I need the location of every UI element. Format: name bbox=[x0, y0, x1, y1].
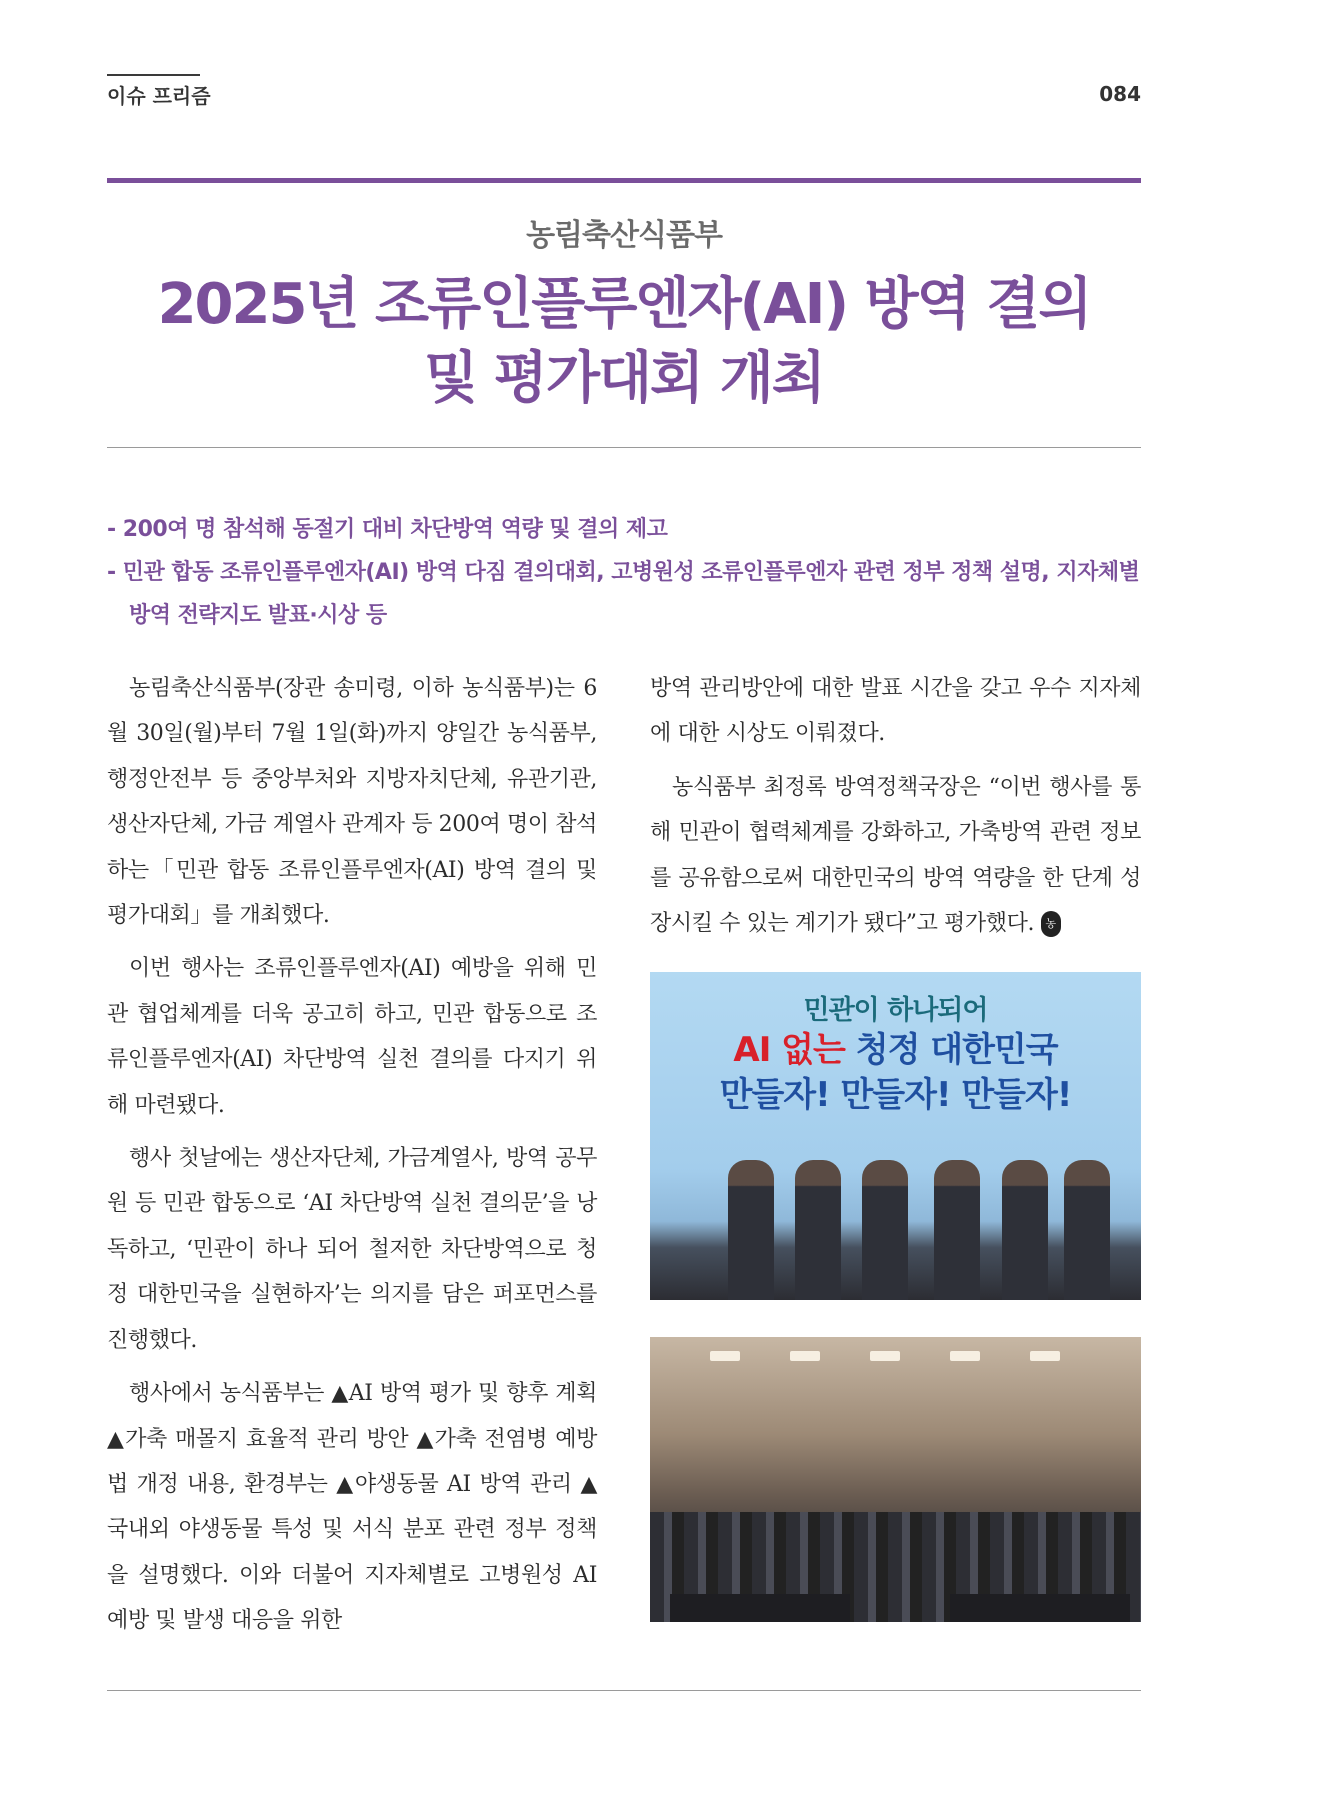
ceiling-light bbox=[870, 1351, 900, 1361]
body-paragraph: 이번 행사는 조류인플루엔자(AI) 예방을 위해 민관 협업체계를 더욱 공고히 하고, 민관 합동으로 조류인플루엔자(AI) 차단방역 실천 결의를 다지기 위해 마련됐다. bbox=[107, 956, 597, 1118]
summary-item: - 민관 합동 조류인플루엔자(AI) 방역 다짐 결의대회, 고병원성 조류인플루엔자 관련 정부 정책 설명, 지자체별 방역 전략지도 발표·시상 등 bbox=[107, 560, 1140, 628]
ceiling-light bbox=[710, 1351, 740, 1361]
ceiling-light bbox=[1030, 1351, 1060, 1361]
body-paragraph: 방역 관리방안에 대한 발표 시간을 갖고 우수 지자체에 대한 시상도 이뤄졌다. bbox=[650, 676, 1141, 747]
body-paragraph-text: 농식품부 최정록 방역정책국장은 “이번 행사를 통해 민관이 협력체계를 강화하고, 가축방역 관련 정보를 공유함으로써 대한민국의 방역 역량을 한 단계 성장시킬 수 있는 계기가 됐다”고 평가했다. bbox=[650, 774, 1141, 937]
person-figure bbox=[862, 1160, 908, 1300]
title-bottom-rule bbox=[107, 447, 1141, 448]
article-title-line1: 2025년 조류인플루엔자(AI) 방역 결의 bbox=[157, 272, 1091, 337]
banner-line2 bbox=[650, 1022, 1141, 1071]
section-label: 이슈 프리즘 bbox=[107, 84, 211, 108]
ceiling-light bbox=[950, 1351, 980, 1361]
bottom-rule bbox=[107, 1690, 1141, 1691]
ceiling-light bbox=[790, 1351, 820, 1361]
event-photo-hall bbox=[650, 1337, 1141, 1622]
article-title-line2: 및 평가대회 개최 bbox=[424, 346, 824, 411]
end-mark-icon: 농업 bbox=[1041, 911, 1061, 937]
body-column-right bbox=[650, 666, 1141, 957]
banner-blue-text: 청정 대한민국 bbox=[855, 1030, 1058, 1070]
title-top-rule bbox=[107, 178, 1141, 183]
body-column-left bbox=[107, 666, 597, 1652]
ministry-name: 농림축산식품부 bbox=[526, 218, 722, 253]
body-paragraph: 농림축산식품부(장관 송미령, 이하 농식품부)는 6월 30일(월)부터 7월 1일(화)까지 양일간 농식품부, 행정안전부 등 중앙부처와 지방자치단체, 유관기관, 생산자단체, 가금 계열사 관계자 등 200여 명이 참석하는「민관 합동 조류인플루엔자(AI) 방역 결의 및 평가대회」를 개최했다. bbox=[107, 676, 597, 929]
person-figure bbox=[1002, 1160, 1048, 1300]
summary-box bbox=[107, 508, 1147, 637]
body-paragraph bbox=[650, 765, 1141, 957]
person-figure bbox=[795, 1160, 841, 1300]
banner-line3: 만들자! 만들자! 만들자! bbox=[719, 1075, 1072, 1115]
person-figure bbox=[728, 1160, 774, 1300]
banner-line1: 민관이 하나되어 bbox=[803, 995, 988, 1026]
event-photo-stage bbox=[650, 972, 1141, 1300]
header-rule bbox=[107, 74, 200, 76]
body-paragraph: 행사에서 농식품부는 ▲AI 방역 평가 및 향후 계획 ▲가축 매몰지 효율적 관리 방안 ▲가축 전염병 예방법 개정 내용, 환경부는 ▲야생동물 AI 방역 관리 ▲국내외 야생동물 특성 및 서식 분포 관련 정부 정책을 설명했다. 이와 더불어 지자체별로 고병원성 AI 예방 및 발생 대응을 위한 bbox=[107, 1381, 597, 1634]
front-table bbox=[950, 1594, 1130, 1622]
person-figure bbox=[934, 1160, 980, 1300]
person-figure bbox=[1064, 1160, 1110, 1300]
article-title bbox=[107, 268, 1141, 416]
banner-red-text: AI 없는 bbox=[733, 1030, 845, 1070]
front-table bbox=[670, 1594, 850, 1622]
summary-item: - 200여 명 참석해 동절기 대비 차단방역 역량 및 결의 제고 bbox=[107, 517, 668, 542]
page-number: 084 bbox=[1099, 82, 1141, 106]
body-paragraph: 행사 첫날에는 생산자단체, 가금계열사, 방역 공무원 등 민관 합동으로 ‘AI 차단방역 실천 결의문’을 낭독하고, ‘민관이 하나 되어 철저한 차단방역으로 청정 대한민국을 실현하자’는 의지를 담은 퍼포먼스를 진행했다. bbox=[107, 1146, 597, 1353]
